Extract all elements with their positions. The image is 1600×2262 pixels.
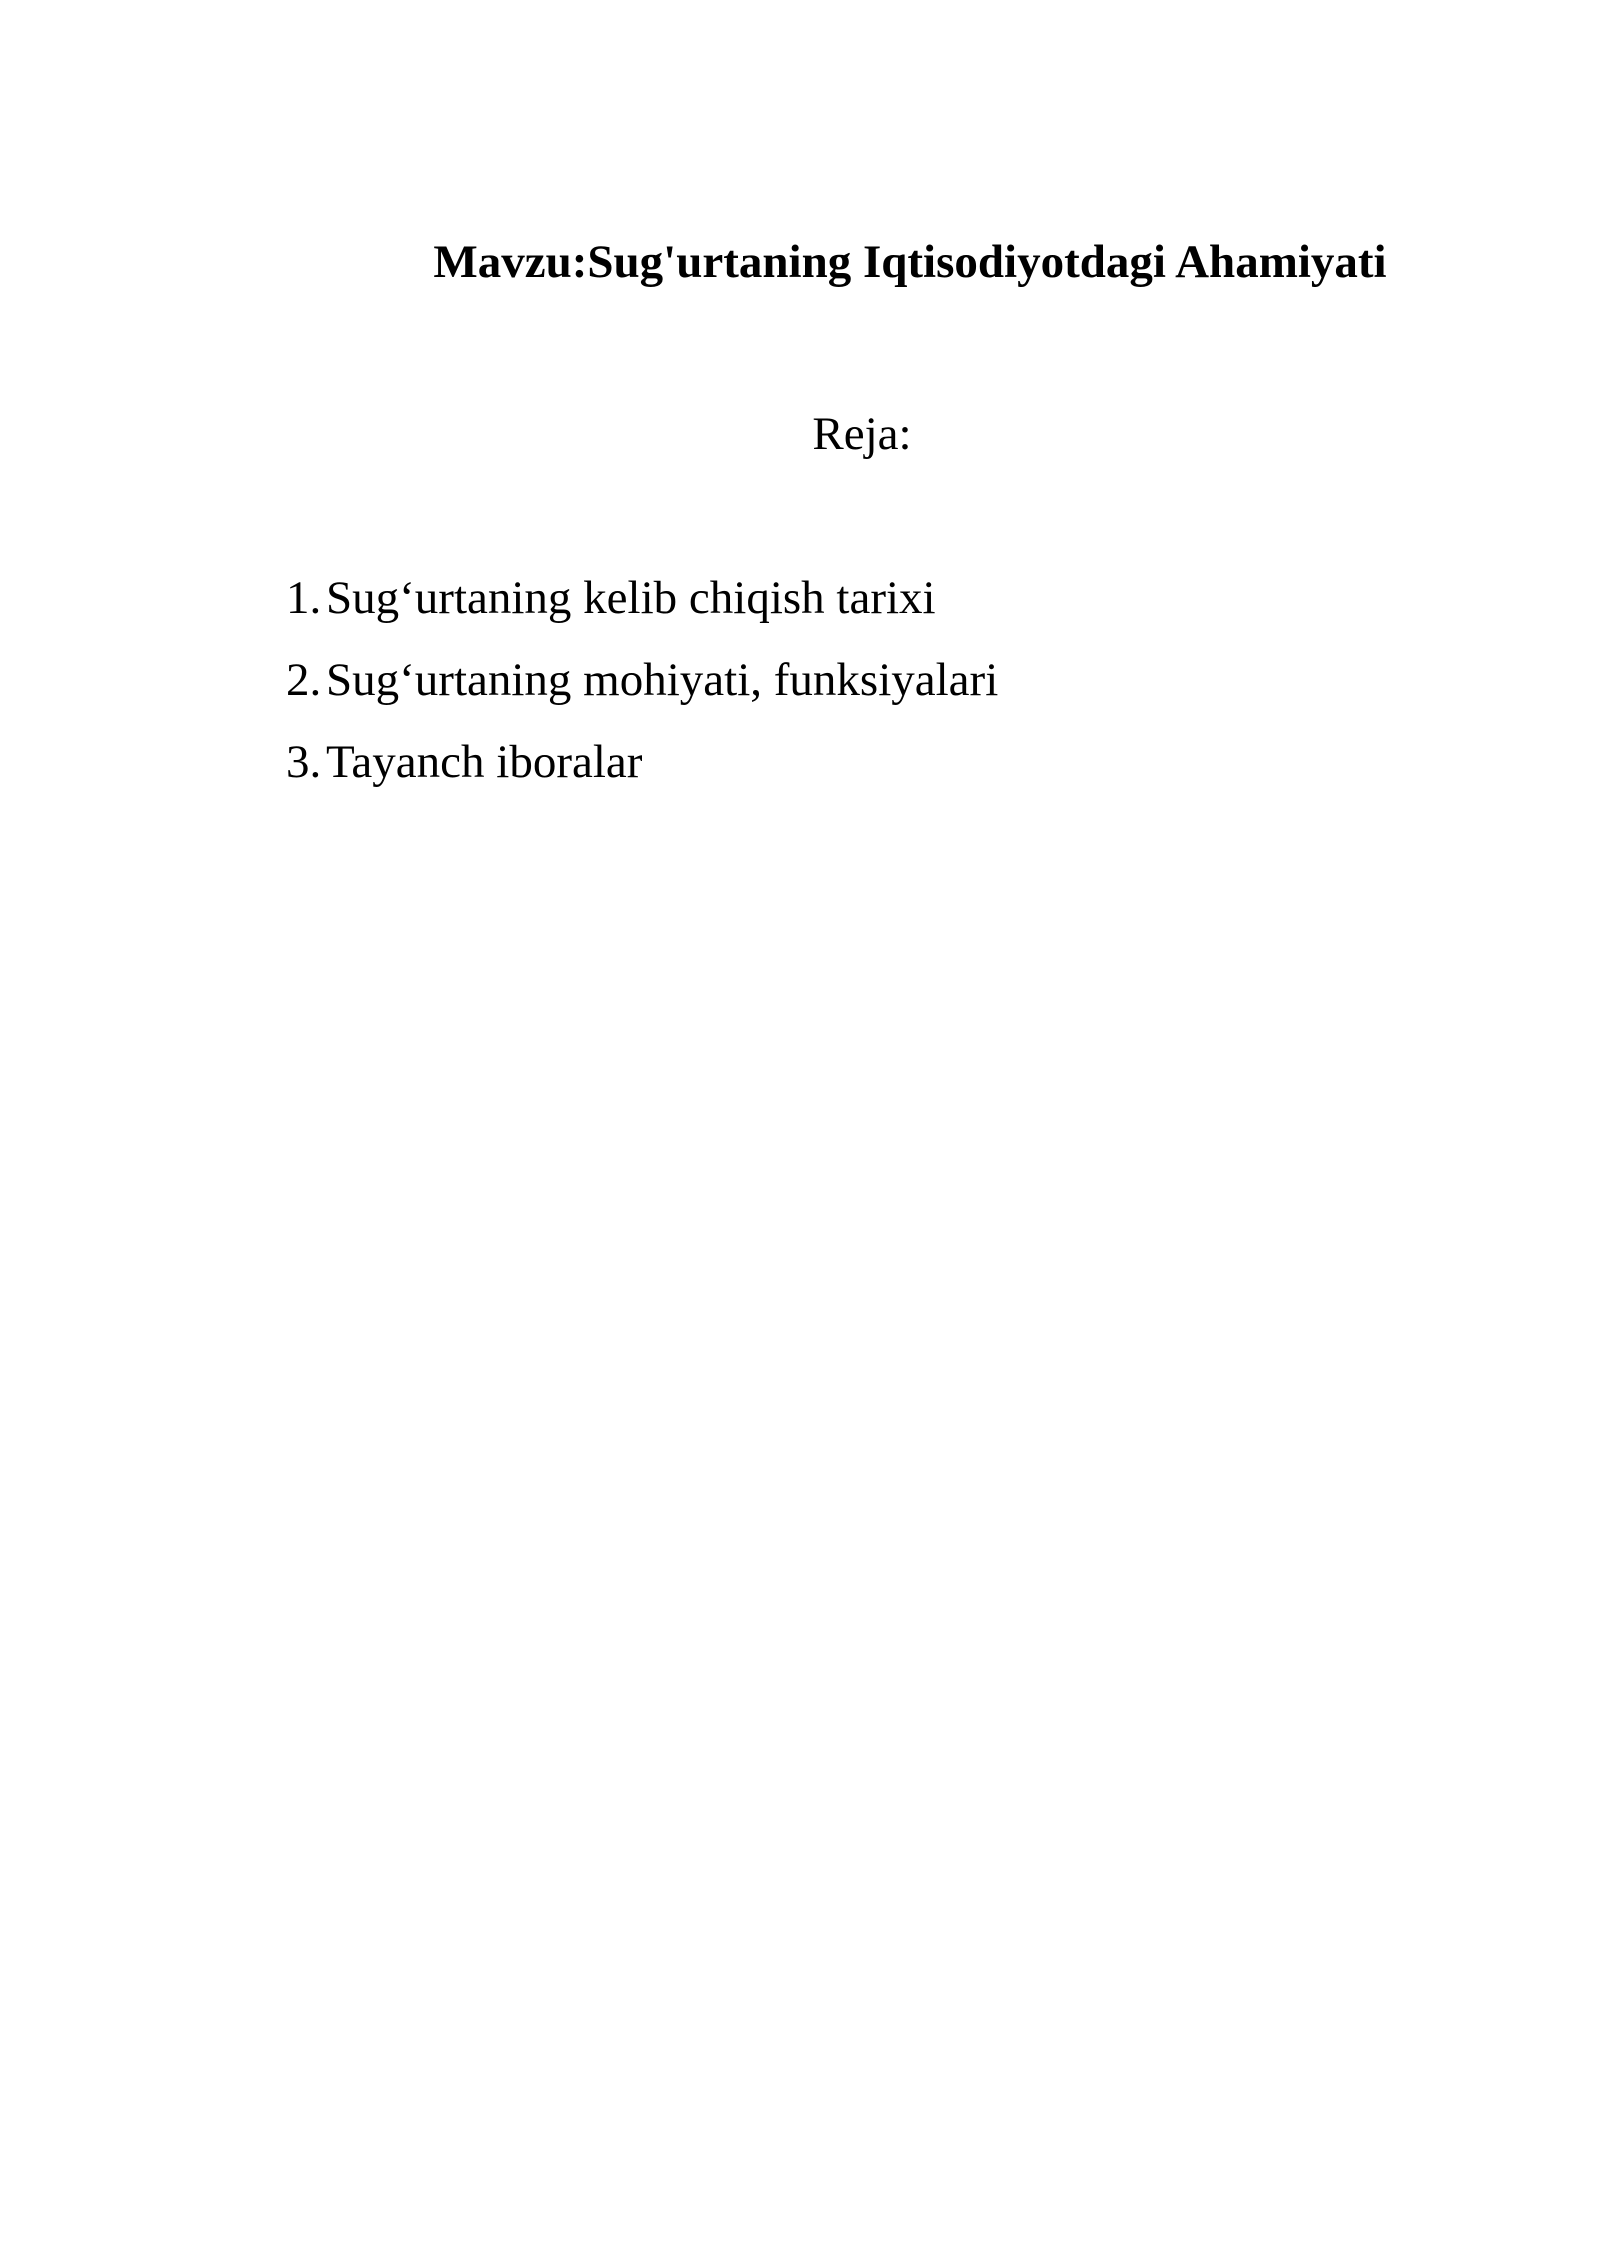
plan-item-text: Tayanch iboralar bbox=[326, 736, 643, 788]
plan-item-number: 2. bbox=[286, 654, 322, 706]
plan-item-1 bbox=[286, 568, 998, 628]
plan-item-text: Sug‘urtaning kelib chiqish tarixi bbox=[326, 572, 936, 624]
plan-item-3 bbox=[286, 732, 998, 792]
plan-item-number: 1. bbox=[286, 572, 322, 624]
plan-item-text: Sug‘urtaning mohiyati, funksiyalari bbox=[326, 654, 999, 706]
page-title: Mavzu:Sug'urtaning Iqtisodiyotdagi Ahamiyati bbox=[433, 236, 1387, 288]
plan-list bbox=[286, 568, 998, 814]
plan-item-number: 3. bbox=[286, 736, 322, 788]
plan-item-2 bbox=[286, 650, 998, 710]
plan-heading: Reja: bbox=[812, 408, 912, 460]
